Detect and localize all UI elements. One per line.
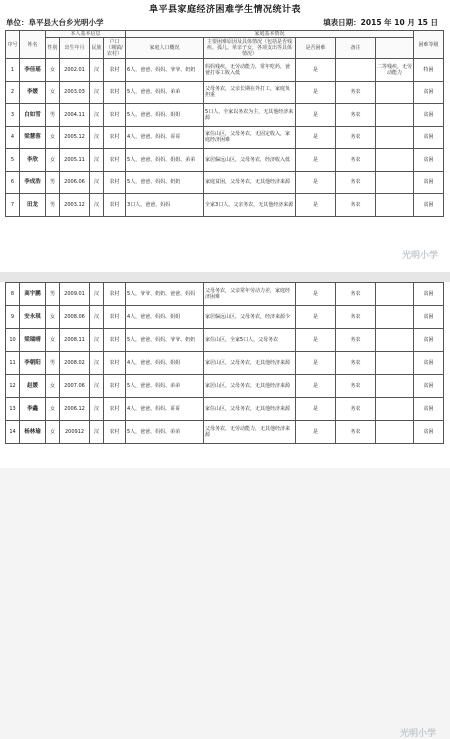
cell-hardship: 是 <box>296 283 336 306</box>
cell-members: 5人，爸爸、妈妈、弟弟 <box>126 421 204 444</box>
cell-ethnicity: 汉 <box>90 81 104 104</box>
cell-notes: 务农 <box>336 352 376 375</box>
cell-members: 5人，爷爷、奶奶、爸爸、妈妈 <box>126 283 204 306</box>
cell-members: 5人，爸爸、妈妈、姐姐、弟弟 <box>126 149 204 172</box>
cell-members: 4人，爸爸、妈妈、哥哥 <box>126 398 204 421</box>
cell-notes: 务农 <box>336 149 376 172</box>
cell-hukou: 农村 <box>104 104 126 127</box>
cell-gender: 女 <box>46 59 60 82</box>
cell-reason: 父母务农，父亲长期在外打工，家庭负担重 <box>204 81 296 104</box>
cell-gender: 女 <box>46 375 60 398</box>
cell-hardship: 是 <box>296 375 336 398</box>
cell-aid <box>376 421 414 444</box>
cell-reason: 家居山区，父母务农，无其他经济来源 <box>204 352 296 375</box>
cell-no: 14 <box>6 421 20 444</box>
cell-hardship: 是 <box>296 398 336 421</box>
cell-level: 贫困 <box>414 329 444 352</box>
cell-notes: 务农 <box>336 126 376 149</box>
cell-hukou: 农村 <box>104 81 126 104</box>
document-page-1 <box>0 0 450 272</box>
cell-aid <box>376 171 414 194</box>
cell-no: 9 <box>6 306 20 329</box>
cell-reason: 5口人，全家以务农为主，无其他经济来源 <box>204 104 296 127</box>
cell-level: 贫困 <box>414 421 444 444</box>
document-page-2 <box>0 282 450 739</box>
cell-aid <box>376 352 414 375</box>
cell-birth: 2003.12 <box>60 194 90 217</box>
cell-birth: 2009.01 <box>60 283 90 306</box>
cell-hukou: 农村 <box>104 171 126 194</box>
watermark: 光明小学 <box>401 251 438 261</box>
cell-name: 李欣 <box>20 149 46 172</box>
cell-aid <box>376 81 414 104</box>
cell-notes: 务农 <box>336 306 376 329</box>
cell-level: 贫困 <box>414 352 444 375</box>
date-label: 填表日期：2015 年 10 月 15 日 <box>323 18 438 27</box>
cell-aid <box>376 104 414 127</box>
cell-hardship: 是 <box>296 352 336 375</box>
cell-gender: 女 <box>46 81 60 104</box>
cell-aid: 二等残疾，无劳动能力 <box>376 59 414 82</box>
table-row <box>6 81 444 104</box>
cell-ethnicity: 汉 <box>90 375 104 398</box>
students-table-page-2 <box>5 282 444 444</box>
cell-name: 李媛 <box>20 81 46 104</box>
cell-ethnicity: 汉 <box>90 398 104 421</box>
cell-ethnicity: 汉 <box>90 104 104 127</box>
cell-name: 梁瑞晴 <box>20 329 46 352</box>
cell-gender: 男 <box>46 194 60 217</box>
cell-reason: 家住山区，父母务农，无固定收入，家庭经济困难 <box>204 126 296 149</box>
cell-level: 贫困 <box>414 126 444 149</box>
students-table-page-1 <box>5 30 444 217</box>
cell-level: 贫困 <box>414 104 444 127</box>
cell-notes: 务农 <box>336 375 376 398</box>
col-members: 家庭人口概况 <box>126 38 204 59</box>
cell-birth: 2005.11 <box>60 149 90 172</box>
cell-hardship: 是 <box>296 59 336 82</box>
table-row <box>6 352 444 375</box>
cell-gender: 女 <box>46 306 60 329</box>
table-row <box>6 149 444 172</box>
table-row <box>6 59 444 82</box>
cell-no: 6 <box>6 171 20 194</box>
table-row <box>6 104 444 127</box>
cell-gender: 男 <box>46 171 60 194</box>
col-hukou: 户口（城镇/农村） <box>104 38 126 59</box>
cell-hardship: 是 <box>296 306 336 329</box>
cell-level: 贫困 <box>414 194 444 217</box>
cell-level: 贫困 <box>414 375 444 398</box>
cell-ethnicity: 汉 <box>90 149 104 172</box>
cell-birth: 2006.06 <box>60 171 90 194</box>
unit-label: 单位：阜平县大台乡光明小学 <box>6 18 104 27</box>
cell-aid <box>376 126 414 149</box>
cell-name: 李朝阳 <box>20 352 46 375</box>
cell-members: 3口人，爸爸、妈妈 <box>126 194 204 217</box>
cell-members: 4人，爸爸、妈妈、哥哥 <box>126 126 204 149</box>
cell-reason: 父母务农，无劳动能力，无其他经济来源 <box>204 421 296 444</box>
table-row <box>6 375 444 398</box>
cell-aid <box>376 329 414 352</box>
group-basic-info: 本人基本信息 <box>46 31 126 38</box>
cell-no: 5 <box>6 149 20 172</box>
cell-name: 田龙 <box>20 194 46 217</box>
cell-reason: 家居偏远山区，父母务农，经济收入低 <box>204 149 296 172</box>
cell-aid <box>376 306 414 329</box>
cell-birth: 2006.12 <box>60 398 90 421</box>
table-row <box>6 421 444 444</box>
cell-members: 5人，爸爸、妈妈、爷爷、奶奶 <box>126 329 204 352</box>
cell-birth: 2007.06 <box>60 375 90 398</box>
cell-aid <box>376 149 414 172</box>
cell-notes <box>336 59 376 82</box>
cell-reason: 父母务农，父亲常年劳动力差，家庭经济困难 <box>204 283 296 306</box>
cell-birth: 2005.12 <box>60 126 90 149</box>
cell-birth: 2003.03 <box>60 81 90 104</box>
col-reason: 主要困难原因及具体情况（包括是否残疾、孤儿、单亲子女，各项支出等具体情况） <box>204 38 296 59</box>
cell-reason: 全家3口人，父亲务农，无其他经济来源 <box>204 194 296 217</box>
cell-level: 贫困 <box>414 81 444 104</box>
cell-hukou: 农村 <box>104 375 126 398</box>
watermark: 光明小学 <box>399 729 436 739</box>
cell-hardship: 是 <box>296 126 336 149</box>
cell-hukou: 农村 <box>104 329 126 352</box>
cell-name: 李成浩 <box>20 171 46 194</box>
cell-ethnicity: 汉 <box>90 306 104 329</box>
cell-hukou: 农村 <box>104 149 126 172</box>
cell-notes: 务农 <box>336 171 376 194</box>
cell-notes: 务农 <box>336 194 376 217</box>
cell-reason: 家居山区，父母务农，无其他经济来源 <box>204 375 296 398</box>
cell-hardship: 是 <box>296 421 336 444</box>
cell-no: 4 <box>6 126 20 149</box>
cell-members: 5人，爸爸、妈妈、弟弟 <box>126 375 204 398</box>
cell-gender: 女 <box>46 329 60 352</box>
cell-ethnicity: 汉 <box>90 421 104 444</box>
col-notes: 备注 <box>336 38 376 59</box>
table-row <box>6 398 444 421</box>
col-ethnicity: 民族 <box>90 38 104 59</box>
cell-reason: 家庭贫困，父母务农，无其他经济来源 <box>204 171 296 194</box>
cell-members: 5人，爸爸、妈妈、奶奶 <box>126 171 204 194</box>
cell-name: 安永琪 <box>20 306 46 329</box>
cell-gender: 男 <box>46 104 60 127</box>
cell-level: 贫困 <box>414 306 444 329</box>
cell-name: 高宇鹏 <box>20 283 46 306</box>
table-row <box>6 329 444 352</box>
cell-birth: 2002.01 <box>60 59 90 82</box>
col-name: 姓名 <box>20 31 46 59</box>
cell-birth: 2008.02 <box>60 352 90 375</box>
cell-ethnicity: 汉 <box>90 352 104 375</box>
col-birth: 出生年月 <box>60 38 90 59</box>
cell-ethnicity: 汉 <box>90 171 104 194</box>
table-row <box>6 283 444 306</box>
cell-members: 4人，爸爸、妈妈、姐姐 <box>126 306 204 329</box>
cell-reason: 家居偏远山区，父母务农，经济来源少 <box>204 306 296 329</box>
col-aid <box>376 38 414 59</box>
cell-birth: 2004.11 <box>60 104 90 127</box>
cell-birth: 2008.06 <box>60 306 90 329</box>
cell-hardship: 是 <box>296 149 336 172</box>
cell-notes: 务农 <box>336 283 376 306</box>
table-row <box>6 171 444 194</box>
cell-ethnicity: 汉 <box>90 329 104 352</box>
cell-notes: 务农 <box>336 398 376 421</box>
cell-no: 3 <box>6 104 20 127</box>
group-family-info: 家庭基本情况 <box>126 31 414 38</box>
cell-hardship: 是 <box>296 171 336 194</box>
cell-reason: 家住山区，全家5口人，父母务农 <box>204 329 296 352</box>
document-title: 阜平县家庭经济困难学生情况统计表 <box>148 5 301 15</box>
cell-level: 贫困 <box>414 283 444 306</box>
cell-ethnicity: 汉 <box>90 126 104 149</box>
cell-level: 特困 <box>414 59 444 82</box>
col-gender: 性别 <box>46 38 60 59</box>
cell-gender: 男 <box>46 352 60 375</box>
cell-reason: 家住山区，父母务农，无其他经济来源 <box>204 398 296 421</box>
cell-birth: 2008.11 <box>60 329 90 352</box>
cell-hukou: 农村 <box>104 306 126 329</box>
cell-level: 贫困 <box>414 171 444 194</box>
cell-notes: 务农 <box>336 81 376 104</box>
cell-no: 8 <box>6 283 20 306</box>
cell-hukou: 农村 <box>104 194 126 217</box>
table-row <box>6 126 444 149</box>
cell-level: 贫困 <box>414 398 444 421</box>
cell-name: 李佳瑶 <box>20 59 46 82</box>
col-hardship: 是否困难 <box>296 38 336 59</box>
page-divider <box>0 272 450 282</box>
cell-gender: 男 <box>46 283 60 306</box>
cell-members: 4人，爸爸、妈妈、姐姐 <box>126 352 204 375</box>
cell-hukou: 农村 <box>104 398 126 421</box>
cell-name: 杨林瑜 <box>20 421 46 444</box>
cell-level: 贫困 <box>414 149 444 172</box>
col-level: 困难等级 <box>414 31 444 59</box>
cell-no: 11 <box>6 352 20 375</box>
col-no: 序号 <box>6 31 20 59</box>
cell-notes: 务农 <box>336 104 376 127</box>
cell-hukou: 农村 <box>104 126 126 149</box>
cell-hardship: 是 <box>296 104 336 127</box>
cell-no: 1 <box>6 59 20 82</box>
cell-members: 5人，爸爸、妈妈、姐姐 <box>126 104 204 127</box>
cell-aid <box>376 194 414 217</box>
cell-ethnicity: 汉 <box>90 194 104 217</box>
cell-aid <box>376 283 414 306</box>
cell-name: 梁慧蓉 <box>20 126 46 149</box>
cell-no: 12 <box>6 375 20 398</box>
table-row <box>6 306 444 329</box>
cell-hardship: 是 <box>296 81 336 104</box>
cell-notes: 务农 <box>336 421 376 444</box>
cell-birth: 200912 <box>60 421 90 444</box>
cell-hukou: 农村 <box>104 421 126 444</box>
table-row <box>6 194 444 217</box>
cell-gender: 女 <box>46 126 60 149</box>
cell-notes: 务农 <box>336 329 376 352</box>
cell-members: 5人，爸爸、妈妈、弟弟 <box>126 81 204 104</box>
cell-aid <box>376 375 414 398</box>
cell-name: 白如雪 <box>20 104 46 127</box>
cell-hukou: 农村 <box>104 59 126 82</box>
cell-no: 7 <box>6 194 20 217</box>
cell-aid <box>376 398 414 421</box>
cell-gender: 女 <box>46 421 60 444</box>
cell-no: 2 <box>6 81 20 104</box>
cell-hukou: 农村 <box>104 283 126 306</box>
cell-no: 13 <box>6 398 20 421</box>
cell-ethnicity: 汉 <box>90 59 104 82</box>
cell-gender: 女 <box>46 398 60 421</box>
cell-name: 李鑫 <box>20 398 46 421</box>
cell-ethnicity: 汉 <box>90 283 104 306</box>
cell-no: 10 <box>6 329 20 352</box>
cell-hukou: 农村 <box>104 352 126 375</box>
cell-hardship: 是 <box>296 194 336 217</box>
cell-name: 赵媛 <box>20 375 46 398</box>
cell-hardship: 是 <box>296 329 336 352</box>
cell-gender: 女 <box>46 149 60 172</box>
cell-reason: 妈妈残疾，无劳动能力，常年吃药，爸爸打零工收入低 <box>204 59 296 82</box>
cell-members: 6人，爸爸、妈妈、爷爷、奶奶 <box>126 59 204 82</box>
